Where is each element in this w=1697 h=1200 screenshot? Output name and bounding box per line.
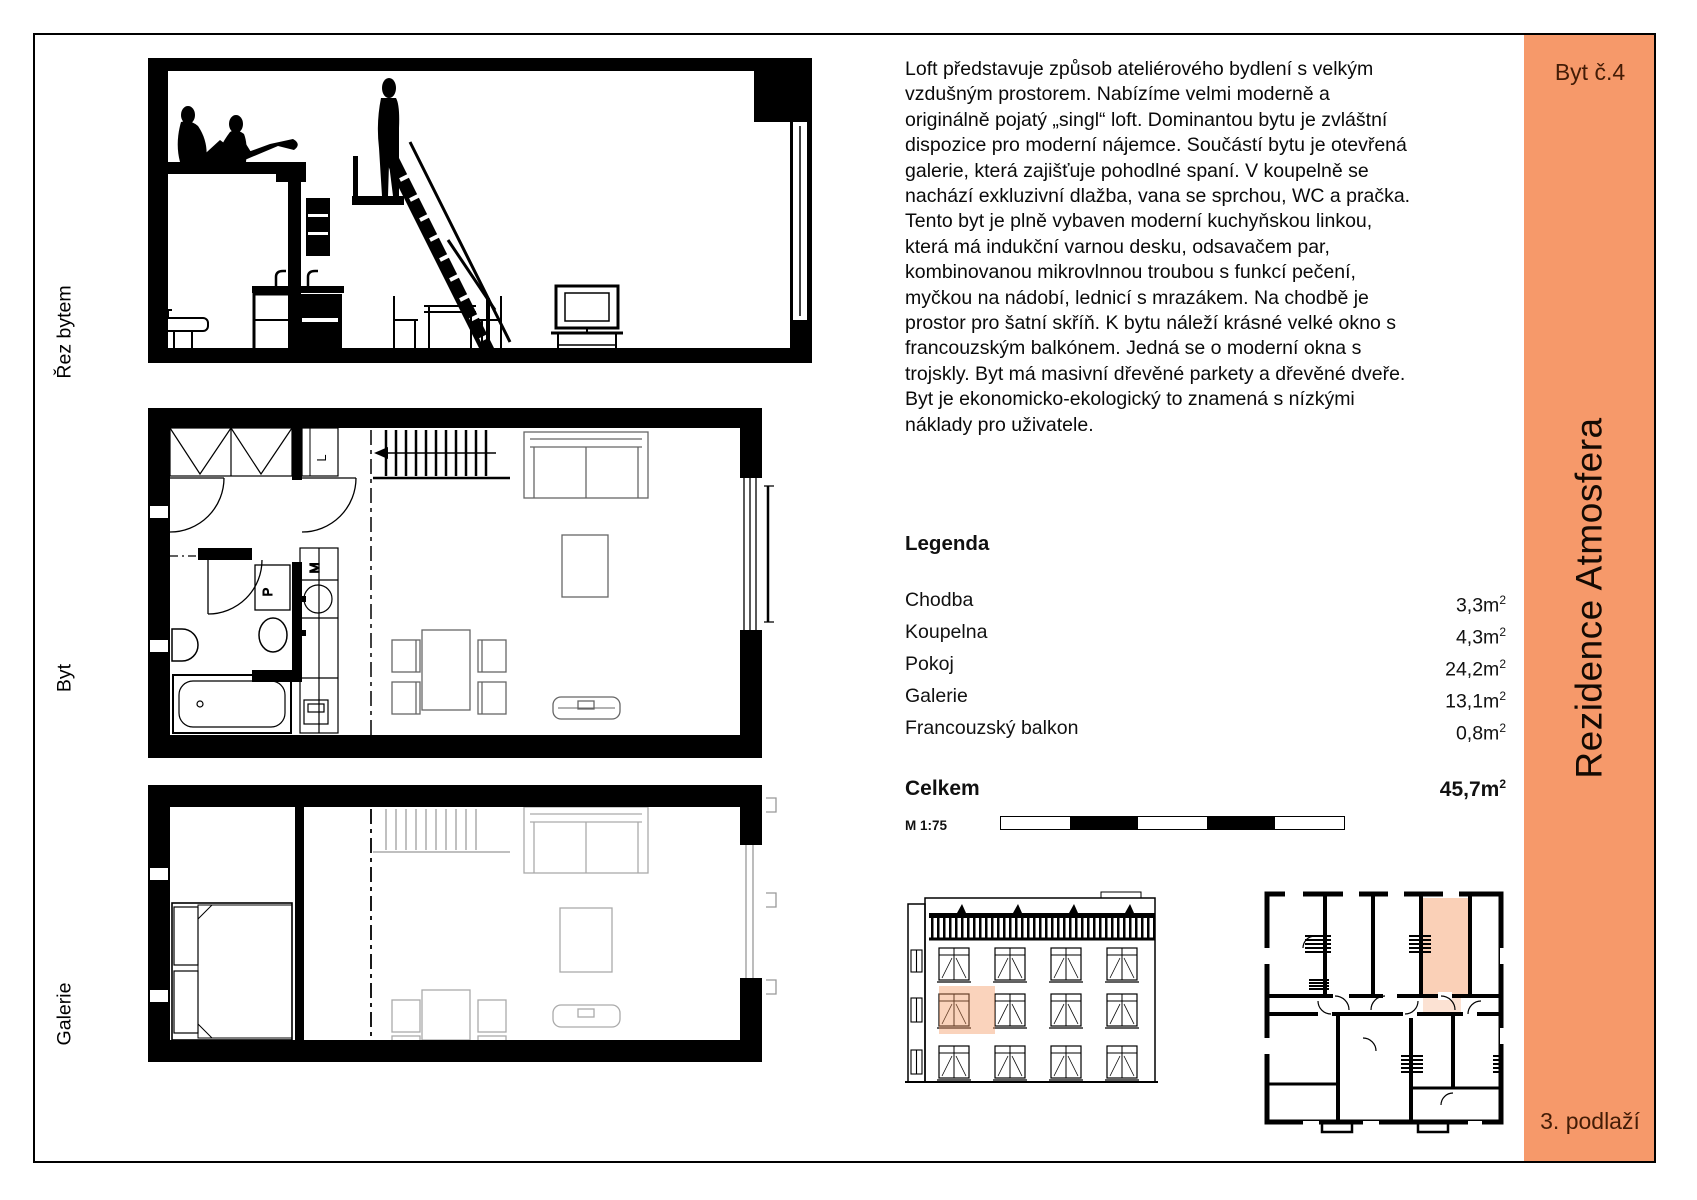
flat-plan-drawing [148,378,818,758]
tv-stand [551,286,623,354]
seated-figures [178,106,298,164]
legend-label: Galerie [905,685,968,708]
legend-row [905,715,1506,747]
bed [172,903,292,1040]
legend-total-row [905,777,1506,802]
residence-name-wrap [1524,35,1656,1161]
legend-label: Koupelna [905,621,988,644]
section-window [793,122,807,320]
ghost-stairs [373,809,510,852]
legend-value: $0,8m^2$ [1455,721,1506,745]
legend-row [905,587,1506,619]
scale-segment [1070,817,1139,829]
description-text: Loft představuje způsob ateliérového bydlení s velkým vzdušným prostorem. Nabízíme velmi moderně a originálně pojatý „singl“ loft. Dominantou bytu je zvláštní dispozice pro moderní nájemce. Součástí bytu je otevřená galerie, která zajišťuje pohodlné spaní. V koupelně se nachází exkluzivní dlažba, vana se sprchou, WC a pračka. Tento byt je plně vybaven moderní kuchyňskou linkou, která má indukční varnou desku, odsavačem par, kombinovanou mikrovlnnou troubou s funkcí pečení, myčkou na nádobí, lednicí s mrazákem. Na chodbě je prostor pro šatní skříň. K bytu náleží krásné velké okno s francouzským balkónem. Jedná se o moderní okna s trojskly. Byt má masivní dřevěné parkety a dřevěné dveře. Byt je ekonomicko-ekologický to znamená s nízkými náklady pro uživatele. [905,58,1411,436]
closet-label: L [314,454,329,462]
total-value: $45,7m^2$ [1439,777,1506,802]
legend-row [905,651,1506,683]
balustrade [929,904,1155,939]
scale-segment [1275,817,1344,829]
sink-label: M [307,562,322,574]
residence-name: Rezidence Atmosfera [1569,417,1610,779]
scale-segment [1207,817,1276,829]
legend-value: $13,1m^2$ [1445,689,1506,713]
label-flat: Byt [53,663,76,693]
legend-label: Francouzský balkon [905,717,1079,740]
washer-label: P [260,587,275,597]
side-table [562,535,608,597]
french-window [744,478,774,630]
apartment-highlight-elevation [939,986,995,1034]
closet [302,428,338,476]
label-gallery: Galerie [53,982,76,1046]
legend-label: Pokoj [905,653,954,676]
stairs-arrow [374,447,388,459]
kitchen-strip [300,548,338,733]
elevation-drawing [905,888,1158,1084]
ladder-stairs [386,142,510,362]
dining-set [392,630,506,714]
scale-segment [1138,817,1207,829]
gallery-plan-drawing [148,728,818,1062]
sofa [524,432,648,498]
floor-label: 3. podlaží [1540,1108,1640,1134]
legend-label: Chodba [905,589,974,611]
ghost-tv-bench [553,1005,620,1027]
floorplan-thumbnail [1263,888,1507,1134]
total-label: Celkem [905,777,980,801]
section-walls [148,58,812,363]
section-drawing [148,58,818,363]
scale-bar [1000,816,1345,830]
label-section: Řez bytem [53,285,76,379]
legend-row [905,683,1506,715]
ghost-side-table [560,908,612,972]
legend-row [905,619,1506,651]
ghost-sofa [524,807,648,873]
scale-segment [1001,817,1070,829]
bathroom [172,565,291,733]
legend [905,532,1506,802]
legend-value: $4,3m^2$ [1455,625,1506,649]
legend-value: $24,2m^2$ [1445,657,1506,681]
legend-value: $3,3m^2$ [1455,593,1506,617]
gallery-walls [148,785,762,1062]
tv-bench [553,697,620,719]
sidebar [1524,35,1656,1161]
wardrobe [170,428,292,476]
apartment-number: Byt č.4 [1554,59,1626,85]
scale-label: M 1:75 [905,818,948,833]
stairs [373,430,510,478]
legend-title: Legenda [905,532,990,555]
